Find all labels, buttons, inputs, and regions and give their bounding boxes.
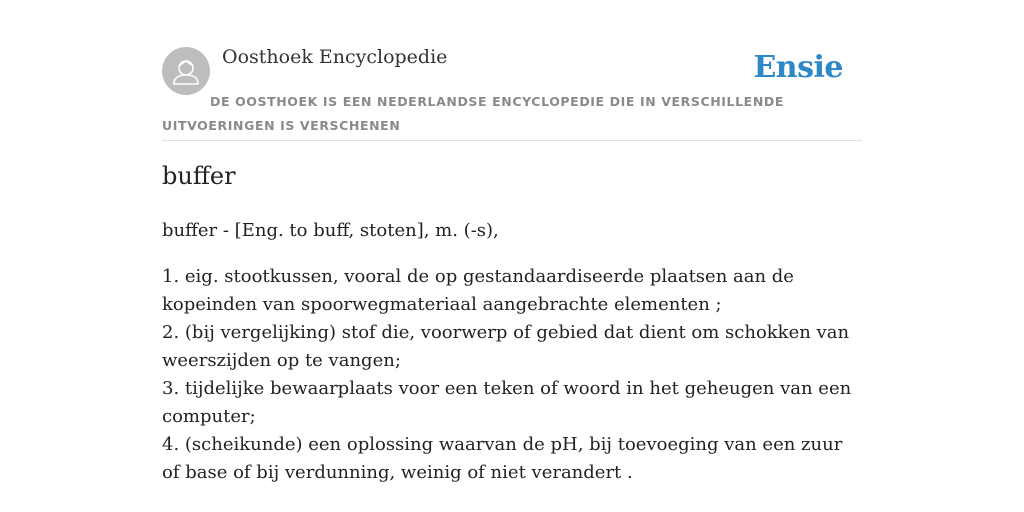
definition-item: 4. (scheikunde) een oplossing waarvan de pH, bij toevoeging van een zuur of base of bij verdunning, weinig of niet verandert . — [162, 434, 843, 483]
definition-item: 1. eig. stootkussen, vooral de op gestandaardiseerde plaatsen aan de kopeinden van spoorwegmateriaal aangebrachte elementen ; — [162, 266, 794, 315]
article-intro: buffer - [Eng. to buff, stoten], m. (-s), — [162, 220, 499, 241]
source-header — [162, 46, 862, 141]
user-icon — [162, 47, 210, 95]
source-avatar[interactable] — [162, 47, 210, 95]
definition-list — [162, 263, 864, 487]
definition-item: 2. (bij vergelijking) stof die, voorwerp of gebied dat dient om schokken van weerszijden op te vangen; — [162, 322, 850, 371]
source-name-link[interactable]: Oosthoek Encyclopedie — [222, 46, 448, 68]
ensie-logo-link[interactable]: Ensie — [753, 50, 843, 85]
source-description: DE OOSTHOEK IS EEN NEDERLANDSE ENCYCLOPEDIE DIE IN VERSCHILLENDE UITVOERINGEN IS VERSCHENEN — [162, 94, 784, 133]
article-title: buffer — [162, 162, 236, 190]
definition-item: 3. tijdelijke bewaarplaats voor een teken of woord in het geheugen van een computer; — [162, 378, 852, 427]
